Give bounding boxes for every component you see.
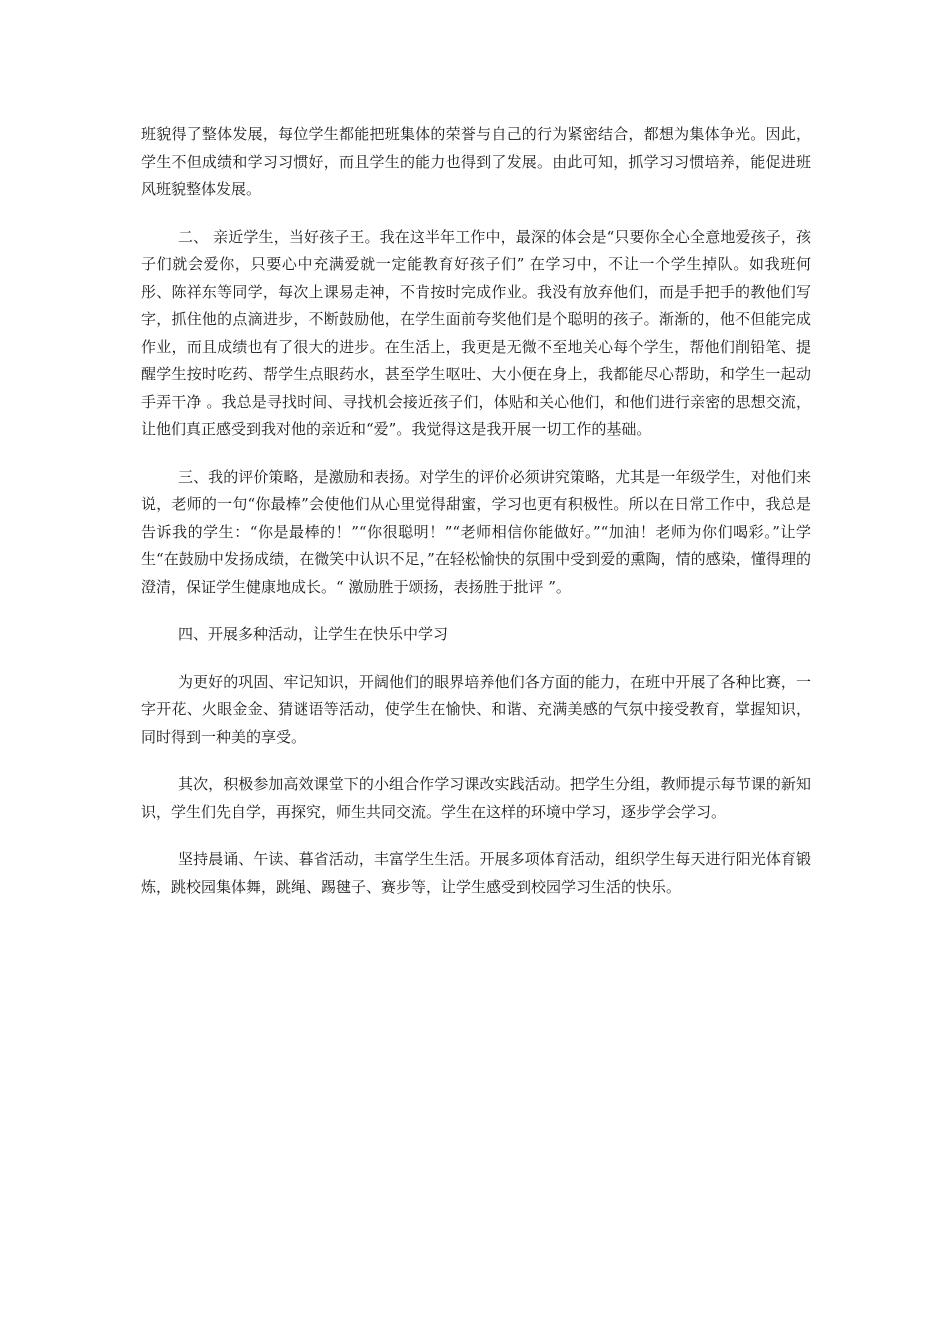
document-body xyxy=(141,121,811,921)
paragraph-close-to-students: 二、 亲近学生，当好孩子王。我在这半年工作中，最深的体会是“只要你全心全意地爱孩子，孩子们就会爱你，只要心中充满爱就一定能教育好孩子们” 在学习中，不让一个学生掉队。如我班何彤、陈祥东等同学，每次上课易走神，不肯按时完成作业。我没有放弃他们，而是手把手的教他们写字，抓住他的点滴进步，不断鼓励他，在学生面前夸奖他们是个聪明的孩子。渐渐的，他不但能完成作业，而且成绩也有了很大的进步。在生活上，我更是无微不至地关心每个学生，帮他们削铅笔、提醒学生按时吃药、帮学生点眼药水，甚至学生呕吐、大小便在身上，我都能尽心帮助，和学生一起动手弄干净 。我总是寻找时间、寻找机会接近孩子们，体贴和关心他们，和他们进行亲密的思想交流，让他们真正感受到我对他的亲近和“爱”。我觉得这是我开展一切工作的基础。 xyxy=(141,227,811,438)
paragraph-evaluation-strategy: 三、我的评价策略，是激励和表扬。对学生的评价必须讲究策略，尤其是一年级学生，对他们来说，老师的一句“你最棒”会使他们从心里觉得甜蜜，学习也更有积极性。所以在日常工作中，我总是告诉我的学生：“你是最棒的！”“你很聪明！”“老师相信你能做好。”“加油！老师为你们喝彩。”让学生“在鼓励中发扬成绩，在微笑中认识不足，”在轻松愉快的氛围中受到爱的熏陶，情的感染，懂得理的澄清，保证学生健康地成长。“ 激励胜于颂扬，表扬胜于批评 ”。 xyxy=(141,467,811,596)
paragraph-daily-activities: 坚持晨诵、午读、暮省活动，丰富学生生活。开展多项体育活动，组织学生每天进行阳光体育锻炼，跳校园集体舞，跳绳、踢毽子、赛步等，让学生感受到校园学习生活的快乐。 xyxy=(141,850,811,896)
section-heading-activities: 四、开展多种活动，让学生在快乐中学习 xyxy=(178,625,449,643)
paragraph-group-learning: 其次，积极参加高效课堂下的小组合作学习课改实践活动。把学生分组，教师提示每节课的新知识，学生们先自学，再探究，师生共同交流。学生在这样的环境中学习，逐步学会学习。 xyxy=(141,775,811,821)
paragraph-class-development: 班貌得了整体发展，每位学生都能把班集体的荣誉与自己的行为紧密结合，都想为集体争光。因此，学生不但成绩和学习习惯好，而且学生的能力也得到了发展。由此可知，抓学习习惯培养，能促进班风班貌整体发展。 xyxy=(141,125,811,198)
paragraph-competitions: 为更好的巩固、牢记知识，开阔他们的眼界培养他们各方面的能力，在班中开展了各种比赛，一字开花、火眼金金、猜谜语等活动，使学生在愉快、和谐、充满美感的气氛中接受教育，掌握知识，同时得到一种美的享受。 xyxy=(141,672,811,746)
